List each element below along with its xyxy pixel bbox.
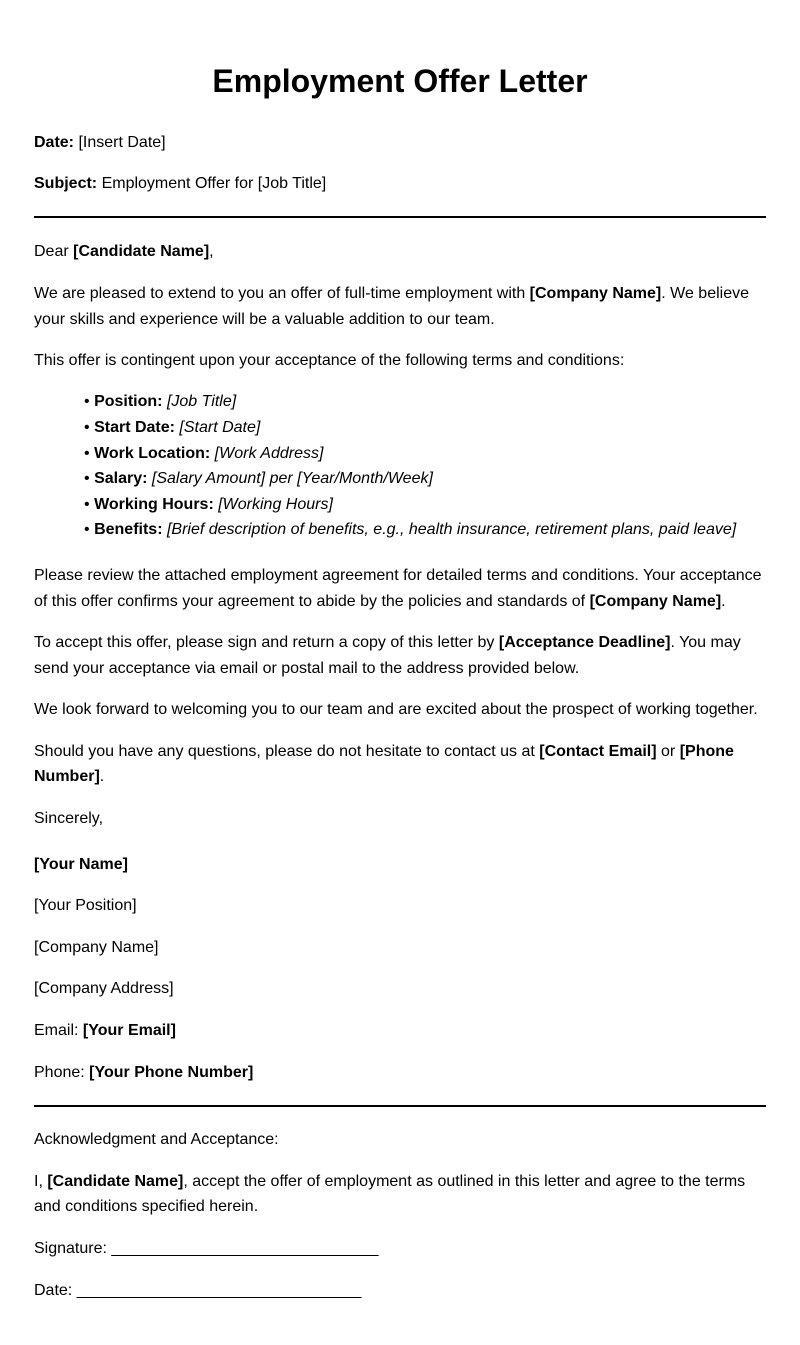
- contingent-paragraph: This offer is contingent upon your acceptance of the following terms and conditions:: [34, 352, 625, 370]
- acknowledgment-heading: Acknowledgment and Acceptance:: [34, 1131, 279, 1149]
- subject-value: Employment Offer for [Job Title]: [97, 175, 327, 193]
- phone-label: Phone:: [34, 1063, 90, 1081]
- offer-text: We are pleased to extend to you an offer of full-time employment with: [34, 284, 530, 302]
- term-label: Position:: [94, 393, 163, 411]
- bullet-icon: •: [84, 418, 90, 436]
- accept-paragraph: [34, 630, 766, 681]
- date-value: [Insert Date]: [74, 134, 166, 151]
- subject-line: [34, 171, 766, 197]
- bullet-icon: •: [84, 521, 90, 539]
- term-value: [Work Address]: [214, 444, 324, 462]
- term-work-location: [84, 441, 766, 467]
- term-label: Benefits:: [94, 521, 163, 539]
- company-name: [Company Name]: [529, 284, 662, 302]
- ack-date-field: ________________________________: [76, 1281, 362, 1299]
- email-label: Email:: [34, 1022, 83, 1040]
- signature-label: Signature:: [34, 1240, 112, 1257]
- signer-name: [Your Name]: [34, 855, 128, 873]
- signature-line: [34, 1236, 766, 1262]
- review-text-end: .: [721, 592, 726, 610]
- term-value: [Brief description of benefits, e.g., health insurance, retirement plans, paid leave]: [166, 521, 737, 539]
- term-label: Start Date:: [94, 418, 175, 436]
- bullet-icon: •: [84, 444, 90, 462]
- offer-paragraph: [34, 281, 766, 332]
- questions-paragraph: [34, 739, 766, 790]
- offer-text-end: . We believe your skills and experience will be a valuable addition to our team.: [34, 284, 749, 328]
- candidate-name: [Candidate Name]: [47, 1172, 184, 1190]
- phone-value: [Your Phone Number]: [89, 1063, 254, 1081]
- signature-field: ______________________________: [111, 1240, 379, 1257]
- questions-or: or: [656, 742, 680, 760]
- divider-bottom: [34, 1105, 766, 1107]
- review-text: Please review the attached employment agreement for detailed terms and conditions. Your acceptance of this offer confirms your agreement to abide by the policies and standards of: [34, 566, 762, 610]
- company-name: [Company Name]: [589, 592, 722, 610]
- welcome-paragraph: We look forward to welcoming you to our team and are excited about the prospect of working together.: [34, 701, 758, 719]
- term-position: [84, 389, 766, 415]
- signer-position: [Your Position]: [34, 897, 137, 915]
- bullet-icon: •: [84, 470, 90, 488]
- review-paragraph: [34, 563, 766, 614]
- greeting-suffix: ,: [209, 243, 214, 261]
- accept-text: To accept this offer, please sign and return a copy of this letter by: [34, 634, 499, 652]
- term-value: [Job Title]: [166, 393, 237, 411]
- acknowledgment-paragraph: [34, 1169, 766, 1220]
- email-value: [Your Email]: [82, 1022, 176, 1040]
- questions-text: Should you have any questions, please do not hesitate to contact us at: [34, 742, 540, 760]
- greeting: [34, 239, 766, 265]
- signer-email: [34, 1018, 766, 1044]
- ack-date-label: Date:: [34, 1281, 77, 1299]
- ack-text: I,: [34, 1172, 48, 1190]
- term-value: [Working Hours]: [218, 495, 333, 513]
- divider-top: [34, 216, 766, 218]
- term-working-hours: [84, 492, 766, 518]
- term-label: Working Hours:: [94, 495, 214, 513]
- term-salary: [84, 466, 766, 492]
- ack-text-end: , accept the offer of employment as outlined in this letter and agree to the terms and conditions specified herein.: [34, 1172, 746, 1216]
- date-line: [34, 130, 766, 156]
- candidate-name: [Candidate Name]: [73, 243, 210, 261]
- subject-label: Subject:: [34, 175, 98, 193]
- ack-date-line: [34, 1278, 766, 1304]
- term-label: Salary:: [94, 470, 148, 488]
- closing: Sincerely,: [34, 810, 104, 828]
- accept-text-end: . You may send your acceptance via email or postal mail to the address provided below.: [34, 634, 741, 677]
- terms-list: [34, 389, 766, 543]
- questions-text-end: .: [99, 768, 105, 786]
- term-value: [Start Date]: [179, 418, 261, 436]
- contact-email: [Contact Email]: [539, 742, 657, 760]
- page-title: Employment Offer Letter: [212, 63, 588, 99]
- term-value: [Salary Amount] per [Year/Month/Week]: [151, 470, 433, 488]
- term-label: Work Location:: [94, 444, 211, 462]
- term-start-date: [84, 415, 766, 441]
- greeting-prefix: Dear: [34, 243, 74, 261]
- signer-company: [Company Name]: [34, 938, 159, 956]
- bullet-icon: •: [84, 495, 90, 513]
- signer-phone: [34, 1060, 766, 1086]
- acceptance-deadline: [Acceptance Deadline]: [498, 634, 671, 652]
- term-benefits: [84, 517, 766, 543]
- bullet-icon: •: [84, 393, 90, 411]
- date-label: Date:: [34, 134, 75, 151]
- signer-address: [Company Address]: [34, 980, 174, 998]
- contact-phone: [Phone Number]: [34, 742, 734, 786]
